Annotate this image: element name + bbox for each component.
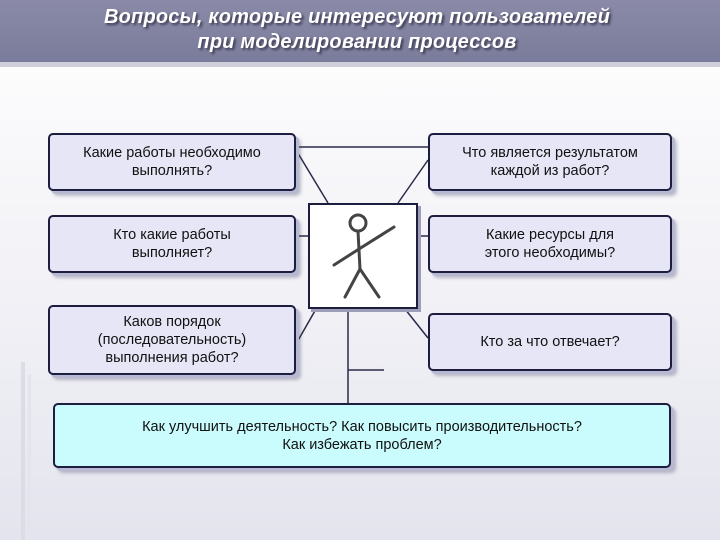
question-text: Кто какие работы выполняет?	[113, 227, 231, 261]
question-text: Какие работы необходимо выполнять?	[83, 145, 261, 179]
connector-right-1	[398, 160, 428, 203]
question-text: Каков порядок (последовательность) выполнения работ?	[97, 314, 247, 366]
question-text: Какие ресурсы для этого необходимы?	[484, 227, 616, 261]
title-line-2: при моделировании процессов	[197, 31, 517, 53]
question-box-improvement	[53, 403, 671, 468]
stick-figure-icon	[310, 205, 416, 307]
question-box-who-does	[48, 215, 296, 273]
question-text: Как улучшить деятельность? Как повысить производительность? Как избежать проблем?	[142, 418, 582, 453]
question-box-responsibility	[428, 313, 672, 371]
connector-left-1	[296, 150, 328, 203]
question-box-order	[48, 305, 296, 375]
question-box-work-needed	[48, 133, 296, 191]
connector-left-3	[296, 309, 316, 344]
question-box-resources	[428, 215, 672, 273]
title-line-1: Вопросы, которые интересуют пользователей	[103, 6, 611, 28]
connector-right-3	[405, 309, 428, 338]
question-text: Кто за что отвечает?	[480, 334, 620, 350]
stick-figure-frame	[308, 203, 418, 309]
question-box-result	[428, 133, 672, 191]
question-text: Что является результатом каждой из работ?	[462, 145, 638, 179]
